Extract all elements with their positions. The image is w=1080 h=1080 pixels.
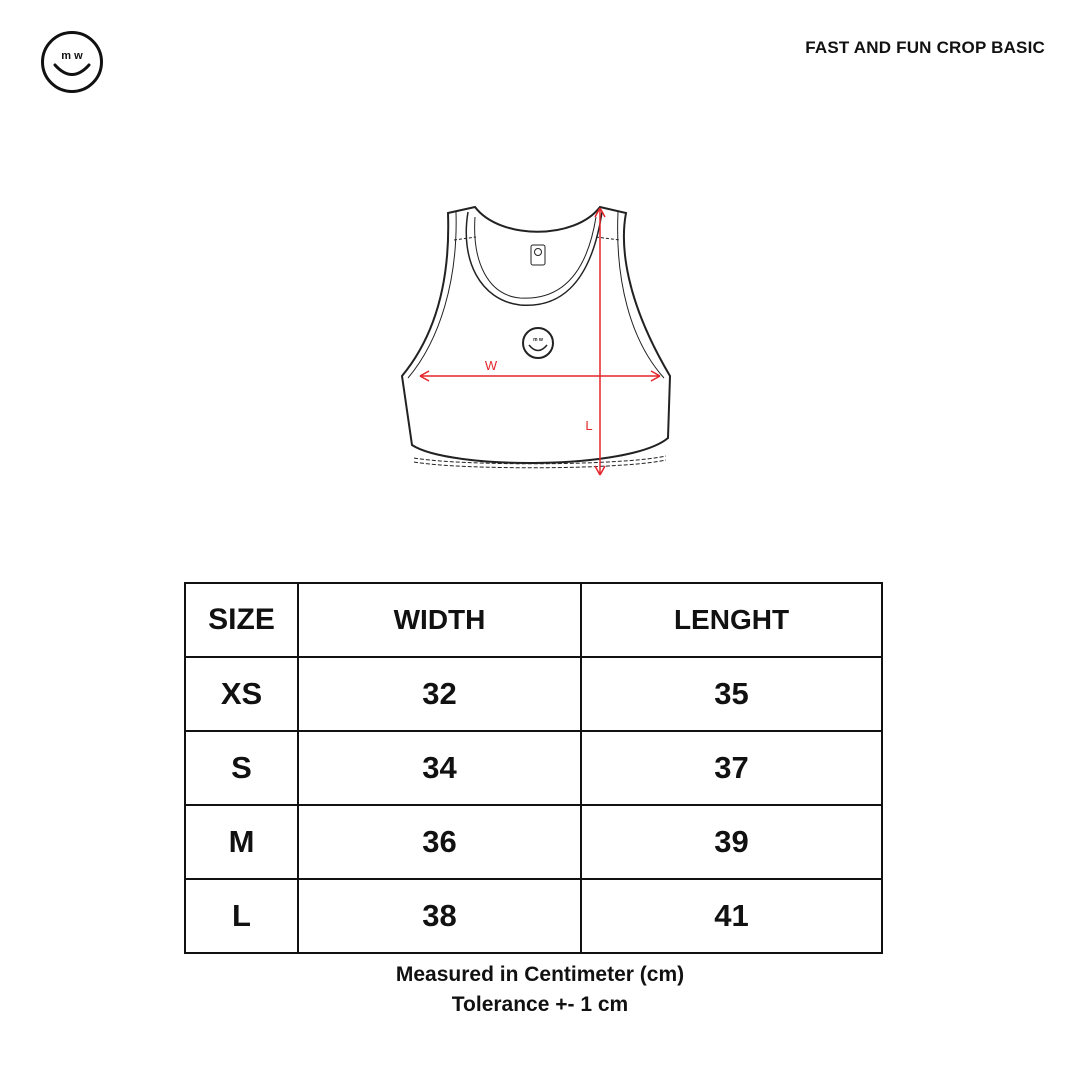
product-title: FAST AND FUN CROP BASIC [805,38,1045,57]
width-marker: W [484,358,498,373]
logo-smile [55,65,89,75]
table-row [185,879,882,953]
chest-logo [523,328,553,358]
length-marker: L [585,418,593,433]
header-length: LENGHT [581,583,882,657]
cell-length: 41 [581,879,882,953]
cell-width: 32 [298,657,581,731]
table-row [185,805,882,879]
unit-note: Measured in Centimeter (cm) [395,963,685,986]
logo-letters: m w [61,50,83,62]
svg-text:m w: m w [533,337,543,343]
tolerance-note: Tolerance +- 1 cm [451,993,629,1016]
cell-size: XS [185,657,298,731]
cell-length: 39 [581,805,882,879]
cell-width: 38 [298,879,581,953]
crop-top-diagram [380,190,690,500]
size-chart-table [184,582,883,954]
cell-length: 35 [581,657,882,731]
cell-length: 37 [581,731,882,805]
cell-width: 34 [298,731,581,805]
table-row [185,731,882,805]
cell-size: S [185,731,298,805]
table-row [185,657,882,731]
brand-logo [40,30,104,94]
cell-size: L [185,879,298,953]
header-size: SIZE [185,583,298,657]
header-width: WIDTH [298,583,581,657]
cell-width: 36 [298,805,581,879]
cell-size: M [185,805,298,879]
table-header-row [185,583,882,657]
